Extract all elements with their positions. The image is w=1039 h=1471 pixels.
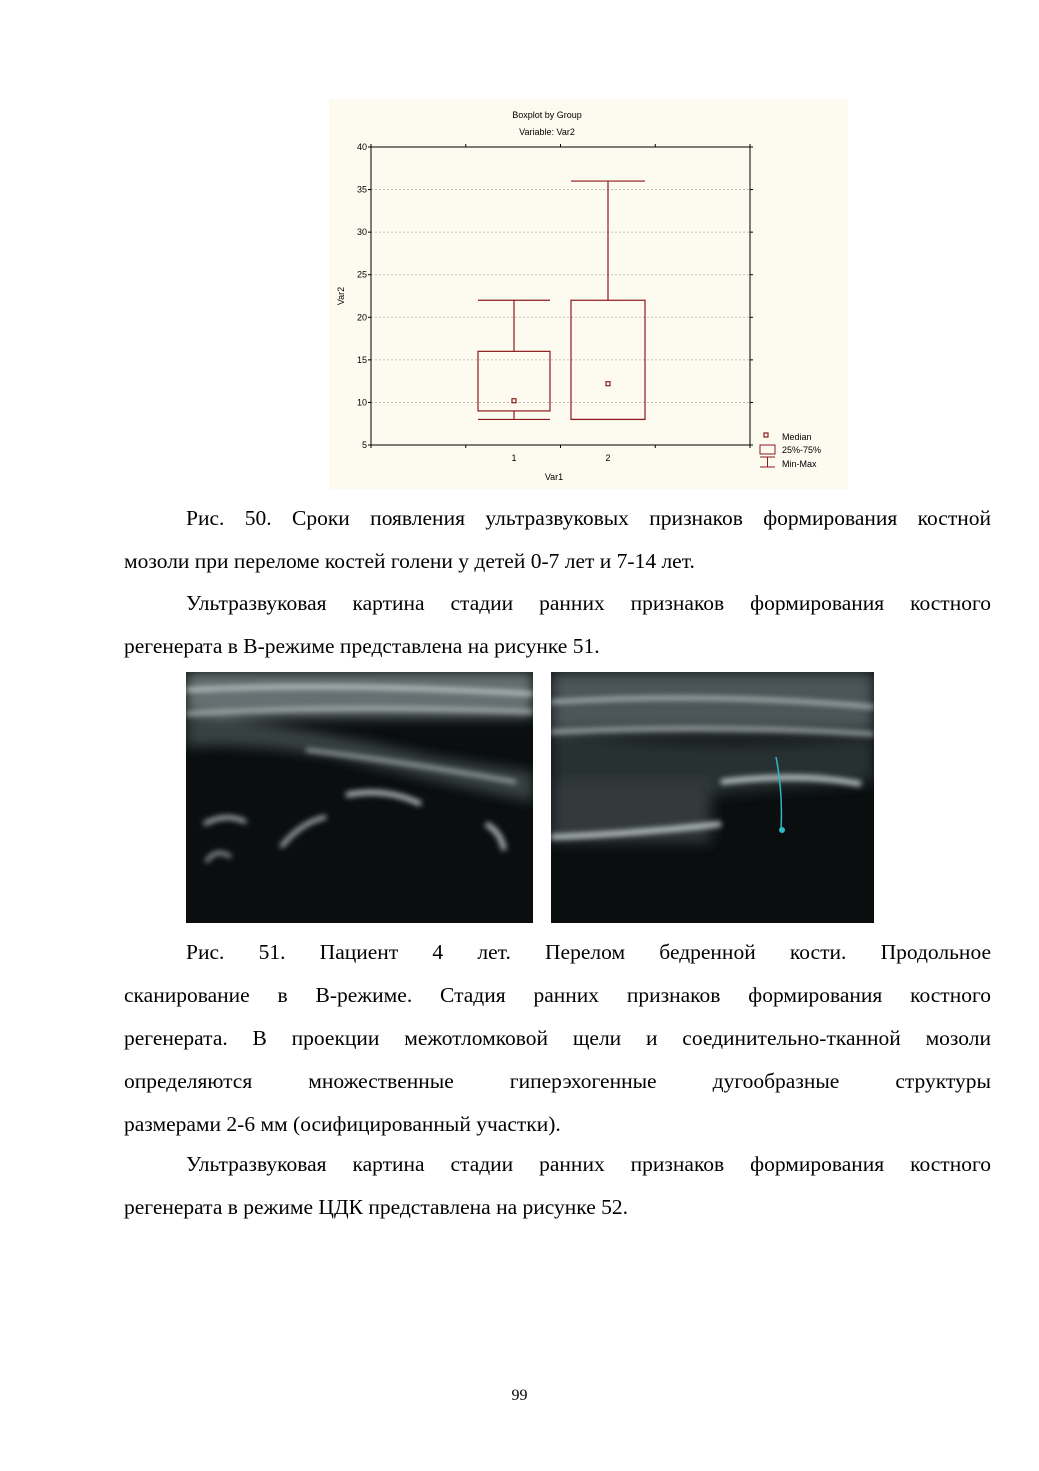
legend-median-label: Median xyxy=(782,432,812,442)
caption-line: Рис. 50. Сроки появления ультразвуковых признаков формирования костной xyxy=(186,506,991,530)
ultrasound-image-left xyxy=(186,672,533,923)
caption-line: определяются множественные гиперэхогенные дугообразные структуры xyxy=(124,1069,991,1093)
figure-51-caption xyxy=(124,931,991,1146)
text-line: регенерата в В-режиме представлена на рисунке 51. xyxy=(124,634,600,658)
caption-line: регенерата. В проекции межотломковой щели и соединительно-тканной мозоли xyxy=(124,1026,991,1050)
x-axis-label: Var1 xyxy=(544,472,564,482)
legend-minmax-label: Min-Max xyxy=(782,459,817,469)
paragraph-fig52-intro xyxy=(124,1143,991,1229)
y-tick-label: 25 xyxy=(356,269,367,280)
legend-box-marker xyxy=(760,445,775,454)
box-iqr xyxy=(478,351,550,411)
plot-frame xyxy=(371,147,750,445)
chart-title: Boxplot by Group xyxy=(512,110,582,120)
legend-box-label: 25%-75% xyxy=(782,445,822,455)
y-axis-label: Var2 xyxy=(336,286,346,306)
y-tick-label: 10 xyxy=(356,397,367,408)
median-marker xyxy=(606,382,610,386)
paragraph-fig51-intro xyxy=(124,582,991,668)
caption-line: сканирование в В-режиме. Стадия ранних признаков формирования костного xyxy=(124,983,991,1007)
ultrasound-left-svg xyxy=(186,672,533,923)
ultrasound-right-svg xyxy=(551,672,874,923)
median-marker xyxy=(512,399,516,403)
y-tick-label: 30 xyxy=(356,227,367,238)
caption-line: мозоли при переломе костей голени у детей 0-7 лет и 7-14 лет. xyxy=(124,549,695,573)
page-number: 99 xyxy=(511,1387,528,1404)
caption-line: размерами 2-6 мм (осифицированный участки). xyxy=(124,1112,561,1136)
y-tick-label: 35 xyxy=(356,184,367,195)
text-line: Ультразвуковая картина стадии ранних признаков формирования костного xyxy=(186,1152,991,1176)
figure-50-caption xyxy=(124,497,991,583)
x-tick-label: 1 xyxy=(511,453,517,463)
boxplot-chart xyxy=(329,99,848,489)
ultrasound-image-right xyxy=(551,672,874,923)
chart-subtitle: Variable: Var2 xyxy=(519,127,575,137)
y-tick-label: 5 xyxy=(361,440,367,450)
chart-legend xyxy=(760,432,821,469)
y-tick-label: 20 xyxy=(356,312,367,323)
boxplot-svg xyxy=(329,99,848,489)
y-tick-label: 15 xyxy=(356,354,367,365)
legend-median-marker xyxy=(764,433,768,437)
text-line: Ультразвуковая картина стадии ранних признаков формирования костного xyxy=(186,591,991,615)
text-line: регенерата в режиме ЦДК представлена на рисунке 52. xyxy=(124,1195,629,1219)
x-tick-label: 2 xyxy=(605,453,611,463)
caption-line: Рис. 51. Пациент 4 лет. Перелом бедренной кости. Продольное xyxy=(186,940,991,964)
y-tick-label: 40 xyxy=(356,142,367,152)
